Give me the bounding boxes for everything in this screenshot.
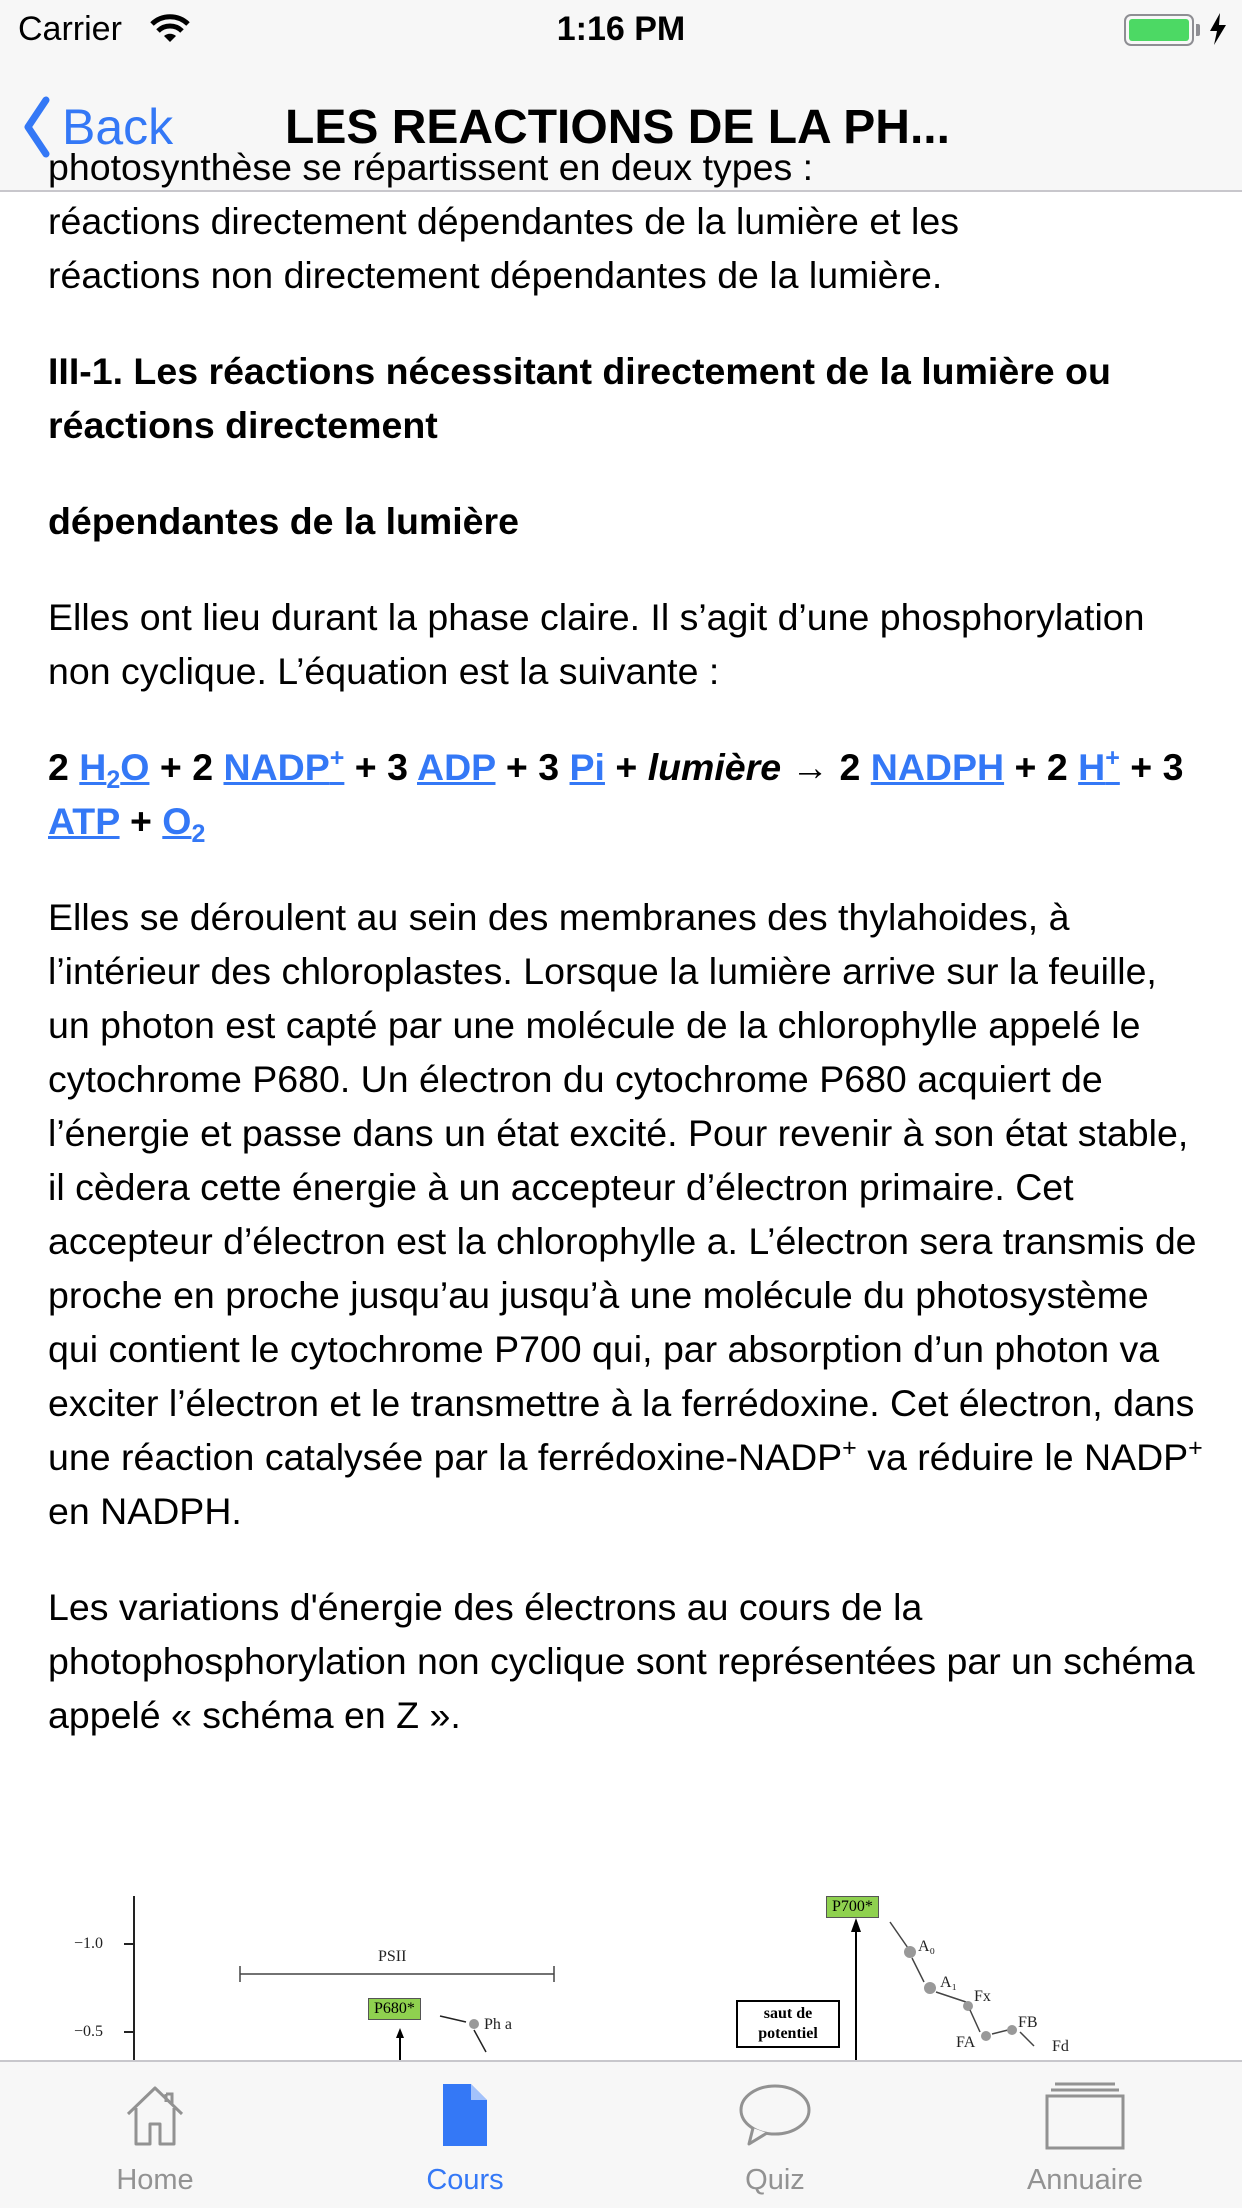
a0-label: A₀ xyxy=(918,1938,936,1955)
reaction-arrow: → 2 xyxy=(791,746,861,788)
link-adp[interactable]: ADP xyxy=(417,746,496,788)
page-title: LES REACTIONS DE LA PH... xyxy=(285,101,950,154)
equation xyxy=(48,740,1208,848)
tab-label: Annuaire xyxy=(1026,2164,1144,2196)
a1-label: A₁ xyxy=(940,1974,958,1991)
section-heading: III-1. Les réactions nécessitant directement de la lumière ou réactions directement xyxy=(48,350,1111,446)
chat-bubble-icon xyxy=(737,2080,813,2150)
status-bar xyxy=(0,0,1242,62)
intro-paragraph xyxy=(48,140,1208,302)
thylakoid-paragraph: Elles se déroulent au sein des membranes des thylahoides, à l’intérieur des chloroplastes. Lorsque la lumière arrive sur la feuille, un photon est capté par une molécule de la chlorophylle appelé le cytochrome P680. Un électron du cytochrome P680 acquiert de l’énergie et passe dans un état excité. Pour revenir à son état stable, il cèdera cette énergie à un accepteur d’électron primaire. Cet accepteur d’électron est la chlorophylle a. L’électron sera transmis de proche en proche jusqu’au jusqu’à une molécule du photosystème qui contient le cytochrome P700 qui, par absorption d’un photon va exciter l’électron et le transmettre à la ferrédoxine. Cet électron, dans une réaction catalysée par la ferrédoxine-NADP+ va réduire le NADP+ en NADPH. xyxy=(48,896,1203,1532)
p680-badge: P680* xyxy=(368,1998,421,2020)
operator: + 3 xyxy=(505,746,560,788)
home-icon xyxy=(120,2080,190,2150)
tab-label: Quiz xyxy=(745,2164,805,2196)
operator: + 2 xyxy=(159,746,214,788)
tab-label: Cours xyxy=(426,2164,504,2196)
tab-label: Home xyxy=(116,2164,194,2196)
tab-home[interactable] xyxy=(0,2062,310,2210)
battery-icon xyxy=(1124,14,1194,46)
operator: + 2 xyxy=(1014,746,1068,788)
link-h-plus[interactable]: H+ xyxy=(1078,744,1120,788)
link-o2[interactable]: $O_2$ xyxy=(162,800,206,848)
p700-badge: P700* xyxy=(826,1896,879,1918)
link-nadph[interactable]: NADPH xyxy=(870,746,1005,788)
operator: + 3 xyxy=(1130,746,1184,788)
link-h2o[interactable]: $H_2O$ xyxy=(79,746,150,794)
z-scheme-figure xyxy=(0,1892,1242,2072)
charging-bolt-icon xyxy=(1208,12,1228,51)
link-pi[interactable]: Pi xyxy=(569,746,605,788)
fd-label: Fd xyxy=(1052,2038,1069,2055)
course-content[interactable] xyxy=(0,146,1242,2060)
status-time: 1:16 PM xyxy=(556,10,686,48)
tab-cours[interactable] xyxy=(310,2062,620,2210)
axis-tick: −0.5 xyxy=(74,2023,104,2040)
z-scheme-paragraph: Les variations d'énergie des électrons au cours de la photophosphorylation non cyclique sont représentées par un schéma appelé « schéma en Z ». xyxy=(48,1586,1195,1736)
tab-bar xyxy=(0,2060,1242,2208)
fx-label: Fx xyxy=(974,1988,991,2005)
battery-cap xyxy=(1196,24,1200,36)
intro-partial: photosynthèse se répartissent en deux types : xyxy=(48,146,814,188)
axis-tick: −1.0 xyxy=(74,1935,104,1952)
course-text xyxy=(48,140,1208,1784)
lumiere-term: lumière xyxy=(647,746,782,788)
saut-potentiel-box: saut de potentiel xyxy=(736,2000,840,2048)
stack-icon xyxy=(1043,2080,1127,2150)
operator: + 3 xyxy=(354,746,408,788)
tab-quiz[interactable] xyxy=(620,2062,930,2210)
document-icon xyxy=(435,2080,495,2150)
carrier-label: Carrier xyxy=(18,10,122,48)
psii-label: PSII xyxy=(378,1948,407,1965)
intro-line-2: réactions non directement dépendantes de la lumière. xyxy=(48,254,943,296)
back-label: Back xyxy=(62,99,174,155)
operator: + xyxy=(129,800,152,842)
link-nadp[interactable]: NADP+ xyxy=(223,744,345,788)
link-atp[interactable]: ATP xyxy=(48,800,120,842)
tab-annuaire[interactable] xyxy=(930,2062,1240,2210)
pha-label: Ph a xyxy=(484,2016,512,2033)
chevron-left-icon xyxy=(22,96,50,158)
section-heading-continued: dépendantes de la lumière xyxy=(48,500,519,542)
fb-label: FB xyxy=(1018,2014,1038,2031)
fa-label: FA xyxy=(956,2034,976,2051)
coef: 2 xyxy=(48,746,69,788)
intro-line-1: réactions directement dépendantes de la lumière et les xyxy=(48,200,959,242)
phase-claire-paragraph: Elles ont lieu durant la phase claire. Il s’agit d’une phosphorylation non cyclique. L’équation est la suivante : xyxy=(48,596,1145,692)
operator: + xyxy=(615,746,638,788)
